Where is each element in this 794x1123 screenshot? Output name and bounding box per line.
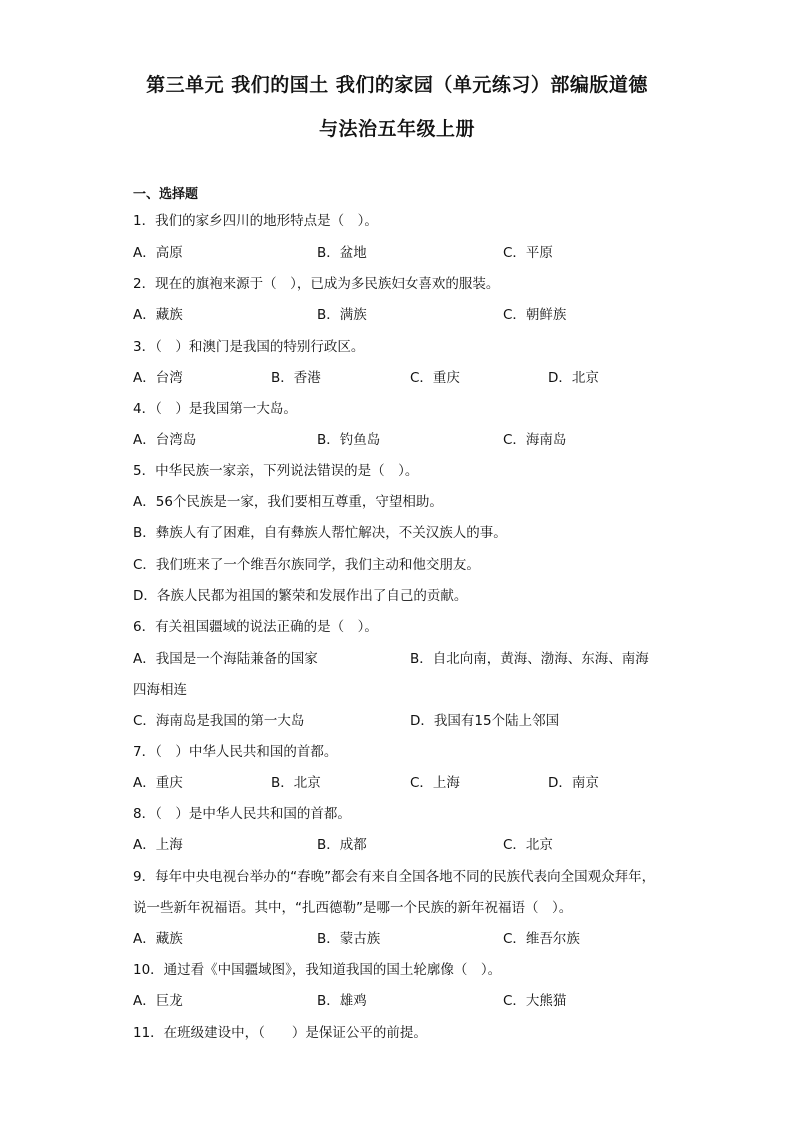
question-2-option-b: B．满族 [317,307,367,323]
section-heading: 一、选择题 [133,187,199,202]
question-10-option-a: A．巨龙 [133,993,183,1009]
question-8-option-c: C．北京 [503,837,553,853]
question-11-stem: 11．在班级建设中，（ ）是保证公平的前提。 [133,1025,427,1041]
question-1-option-c: C．平原 [503,245,553,261]
question-3-option-d: D．北京 [548,370,599,386]
question-8-option-b: B．成都 [317,837,367,853]
question-2-stem: 2．现在的旗袍来源于（ ），已成为多民族妇女喜欢的服装。 [133,276,500,292]
question-9-option-a: A．藏族 [133,931,183,947]
question-9-option-b: B．蒙古族 [317,931,381,947]
question-9-stem-continued: 说一些新年祝福语。其中，“扎西德勒”是哪一个民族的新年祝福语（ ）。 [133,900,573,916]
question-10-stem: 10．通过看《中国疆域图》，我知道我国的国土轮廓像（ ）。 [133,962,502,978]
question-3-option-c: C．重庆 [410,370,460,386]
question-7-option-c: C．上海 [410,775,460,791]
question-6-option-b-continued: 四海相连 [133,682,187,698]
question-6-stem: 6．有关祖国疆域的说法正确的是（ ）。 [133,619,378,635]
question-9-option-c: C．维吾尔族 [503,931,580,947]
question-9-stem: 9．每年中央电视台举办的“春晚”都会有来自全国各地不同的民族代表向全国观众拜年， [133,869,656,885]
question-7-option-d: D．南京 [548,775,599,791]
question-5-option-d: D．各族人民都为祖国的繁荣和发展作出了自己的贡献。 [133,588,468,604]
question-5-option-b: B．彝族人有了困难，自有彝族人帮忙解决，不关汉族人的事。 [133,525,507,541]
page-title-line-2: 与法治五年级上册 [318,118,475,140]
question-10-option-b: B．雄鸡 [317,993,367,1009]
question-2-option-c: C．朝鲜族 [503,307,567,323]
question-6-option-d: D．我国有15个陆上邻国 [410,713,560,729]
question-4-option-a: A．台湾岛 [133,432,197,448]
question-3-stem: 3．（ ）和澳门是我国的特别行政区。 [133,339,365,355]
question-10-option-c: C．大熊猫 [503,993,567,1009]
question-5-stem: 5．中华民族一家亲，下列说法错误的是（ ）。 [133,463,419,479]
question-4-stem: 4．（ ）是我国第一大岛。 [133,401,297,417]
question-1-option-a: A．高原 [133,245,183,261]
question-6-option-c: C．海南岛是我国的第一大岛 [133,713,305,729]
question-4-option-c: C．海南岛 [503,432,567,448]
question-3-option-b: B．香港 [271,370,321,386]
question-1-option-b: B．盆地 [317,245,367,261]
question-7-stem: 7．（ ）中华人民共和国的首都。 [133,744,338,760]
question-6-option-a: A．我国是一个海陆兼备的国家 [133,651,318,667]
question-1-stem: 1．我们的家乡四川的地形特点是（ ）。 [133,213,378,229]
question-7-option-a: A．重庆 [133,775,183,791]
question-8-option-a: A．上海 [133,837,183,853]
question-4-option-b: B．钓鱼岛 [317,432,381,448]
question-5-option-a: A．56个民族是一家，我们要相互尊重，守望相助。 [133,494,443,510]
question-8-stem: 8．（ ）是中华人民共和国的首都。 [133,806,351,822]
question-6-option-b: B．自北向南，黄海、渤海、东海、南海 [410,651,649,667]
question-3-option-a: A．台湾 [133,370,183,386]
question-7-option-b: B．北京 [271,775,321,791]
question-2-option-a: A．藏族 [133,307,183,323]
question-5-option-c: C．我们班来了一个维吾尔族同学，我们主动和他交朋友。 [133,557,480,573]
page-title-line-1: 第三单元 我们的国土 我们的家园（单元练习）部编版道德 [146,74,648,96]
